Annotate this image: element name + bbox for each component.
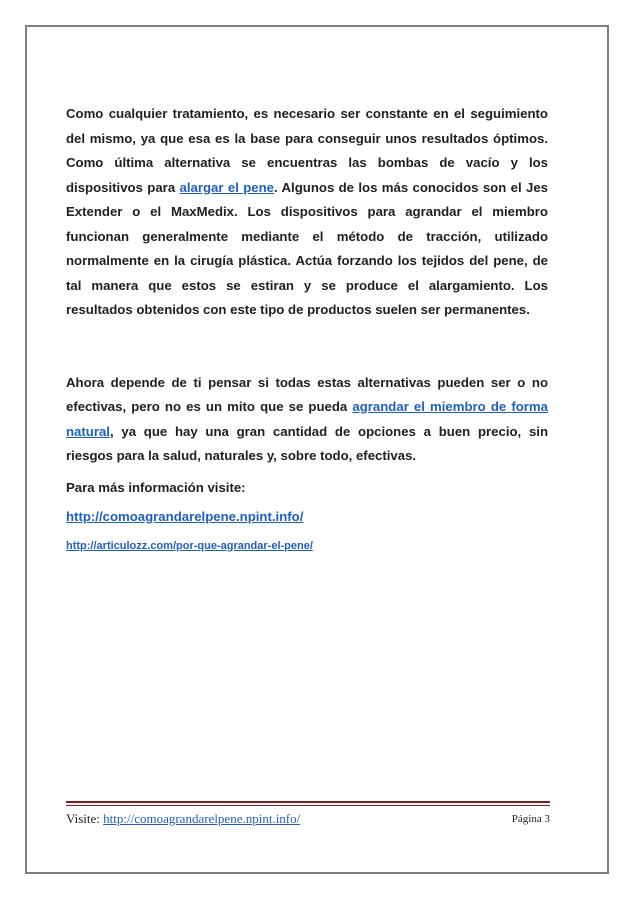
info-link-1[interactable]: http://comoagrandarelpene.npint.info/ [66,508,304,524]
footer-rule-thick [66,801,550,803]
paragraph-1-text-a: Como cualquier tratamiento, es necesario ser constante en el seguimiento del mismo, ya que esa es la base para conseguir unos resultados óptimos. Como última alternativa se encuentras las bombas de vacío y los dispositivos para [66,106,548,195]
paragraph-2-text-b: , ya que hay una gran cantidad de opciones a buen precio, sin riesgos para la salud, naturales y, sobre todo, efectivas. [66,423,548,463]
page-number: Página 3 [511,813,550,825]
page-footer [66,810,550,828]
paragraph-2 [66,371,548,469]
link-alargar-el-pene[interactable]: alargar el pene [179,179,274,195]
info-link-2[interactable]: http://articulozz.com/por-que-agrandar-el-pene/ [66,539,313,552]
paragraph-2-text-a: Ahora depende de ti pensar si todas estas alternativas pueden ser o no efectivas, pero no es un mito que se pueda [66,374,548,414]
footer-prefix: Visite: [66,811,104,826]
info-heading: Para más información visite: [66,479,246,495]
footer-link[interactable]: http://comoagrandarelpene.npint.info/ [103,811,301,826]
document-body [66,88,548,555]
paragraph-1 [66,102,548,323]
paragraph-1-text-b: . Algunos de los más conocidos son el Jes Extender o el MaxMedix. Los dispositivos para agrandar el miembro funcionan generalmente mediante el método de tracción, utilizado normalmente en la cirugía plástica. Actúa forzando los tejidos del pene, de tal manera que estos se estiran y se produce el alargamiento. Los resultados obtenidos con este tipo de productos suelen ser permanentes. [66,179,548,317]
link-agrandar-miembro[interactable]: agrandar el miembro de forma natural [66,399,548,439]
paragraph-spacer [66,323,548,359]
footer-rule-thin [66,805,550,806]
